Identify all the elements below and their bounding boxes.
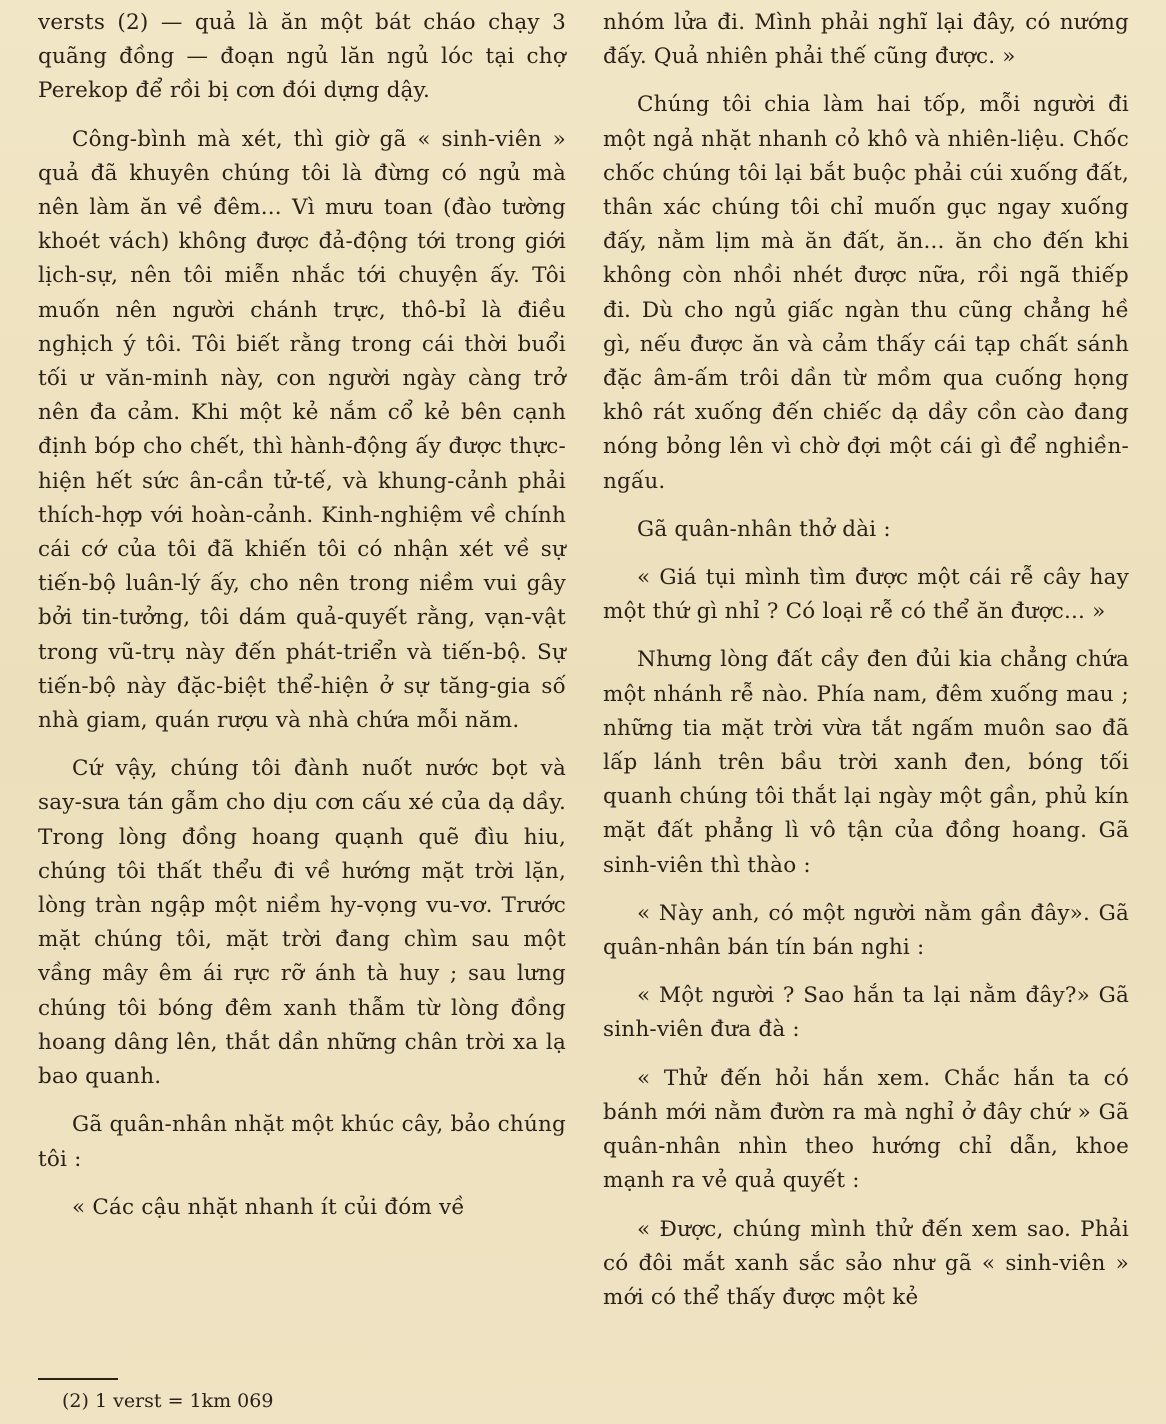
paragraph: nhóm lửa đi. Mình phải nghĩ lại đây, có nướng đấy. Quả nhiên phải thế cũng được. » xyxy=(603,10,1129,70)
paragraph: Gã quân-nhân nhặt một khúc cây, bảo chúng tôi : xyxy=(38,1112,566,1172)
footnote: (2) 1 verst = 1km 069 xyxy=(62,1390,274,1412)
paragraph: « Giá tụi mình tìm được một cái rễ cây hay một thứ gì nhỉ ? Có loại rễ có thể ăn được... » xyxy=(603,565,1129,625)
paragraph: « Được, chúng mình thử đến xem sao. Phải có đôi mắt xanh sắc sảo như gã « sinh-viên » mới có thể thấy được một kẻ xyxy=(603,1216,1129,1310)
paragraph: versts (2) — quả là ăn một bát cháo chạy 3 quãng đồng — đoạn ngủ lăn ngủ lóc tại chợ Perekop để rồi bị cơn đói dựng dậy. xyxy=(38,10,566,104)
paragraph: Gã quân-nhân thở dài : xyxy=(637,516,891,542)
paragraph: Chúng tôi chia làm hai tốp, mỗi người đi một ngả nhặt nhanh cỏ khô và nhiên-liệu. Chốc chốc chúng tôi lại bắt buộc phải cúi xuống đất, thân xác chúng tôi chỉ muốn gục ngay xuống đấy, nằm lịm mà ăn đất, ăn... ăn cho đến khi không còn nhồi nhét được nữa, rồi ngã thiếp đi. Dù cho ngủ giấc ngàn thu cũng chẳng hề gì, nếu được ăn và cảm thấy cái tạp chất sánh đặc âm-ấm trôi dần từ mồm qua cuống họng khô rát xuống đến chiếc dạ dầy cồn cào đang nóng bỏng lên vì chờ đợi một cái gì để nghiền-ngấu. xyxy=(603,92,1129,494)
paragraph: Công-bình mà xét, thì giờ gã « sinh-viên » quả đã khuyên chúng tôi là đừng có ngủ mà nên làm ăn về đêm... Vì mưu toan (đào tường khoét vách) không được đả-động tới trong giới lịch-sự, nên tôi miễn nhắc tới chuyện ấy. Tôi muốn nên người chánh trực, thô-bỉ là điều nghịch ý tôi. Tôi biết rằng trong cái thời buổi tối ư văn-minh này, con người ngày càng trở nên đa cảm. Khi một kẻ nắm cổ kẻ bên cạnh định bóp cho chết, thì hành-động ấy được thực-hiện hết sức ân-cần tử-tế, và khung-cảnh phải thích-hợp với hoàn-cảnh. Kinh-nghiệm về chính cái cớ của tôi đã khiến tôi có nhận xét về sự tiến-bộ luân-lý ấy, cho nên trong niềm vui gây bởi tin-tưởng, tôi dám quả-quyết rằng, vạn-vật trong vũ-trụ này đến phát-triển và tiến-bộ. Sự tiến-bộ này đặc-biệt thể-hiện ở sự tăng-gia số nhà giam, quán rượu và nhà chứa mỗi năm. xyxy=(38,126,566,734)
right-text-column xyxy=(603,6,1129,1329)
footnote-divider xyxy=(38,1378,118,1380)
paragraph: « Thử đến hỏi hắn xem. Chắc hắn ta có bánh mới nằm đườn ra mà nghỉ ở đây chứ » Gã quân-nhân nhìn theo hướng chỉ dẫn, khoe mạnh ra vẻ quả quyết : xyxy=(603,1065,1129,1194)
paragraph: Nhưng lòng đất cầy đen đủi kia chẳng chứa một nhánh rễ nào. Phía nam, đêm xuống mau ; những tia mặt trời vừa tắt ngấm muôn sao đã lấp lánh trên bầu trời xanh đen, bóng tối quanh chúng tôi thắt lại ngày một gần, phủ kín mặt đất phẳng lì vô tận của đồng hoang. Gã sinh-viên thì thào : xyxy=(603,647,1129,878)
paragraph: Cứ vậy, chúng tôi đành nuốt nước bọt và say-sưa tán gẫm cho dịu cơn cấu xé của dạ dầy. Trong lòng đồng hoang quạnh quẽ đìu hiu, chúng tôi thất thểu đi về hướng mặt trời lặn, lòng tràn ngập một niềm hy-vọng vu-vơ. Trước mặt chúng tôi, mặt trời đang chìm sau một vầng mây êm ái rực rỡ ánh tà huy ; sau lưng chúng tôi bóng đêm xanh thẫm từ lòng đồng hoang dâng lên, thắt dần những chân trời xa lạ bao quanh. xyxy=(38,756,566,1090)
paragraph: « Một người ? Sao hắn ta lại nằm đây?» Gã sinh-viên đưa đà : xyxy=(603,983,1129,1043)
paragraph: « Này anh, có một người nằm gần đây». Gã quân-nhân bán tín bán nghi : xyxy=(603,900,1129,961)
left-text-column xyxy=(38,6,566,1239)
paragraph: « Các cậu nhặt nhanh ít củi đóm về xyxy=(72,1194,465,1220)
